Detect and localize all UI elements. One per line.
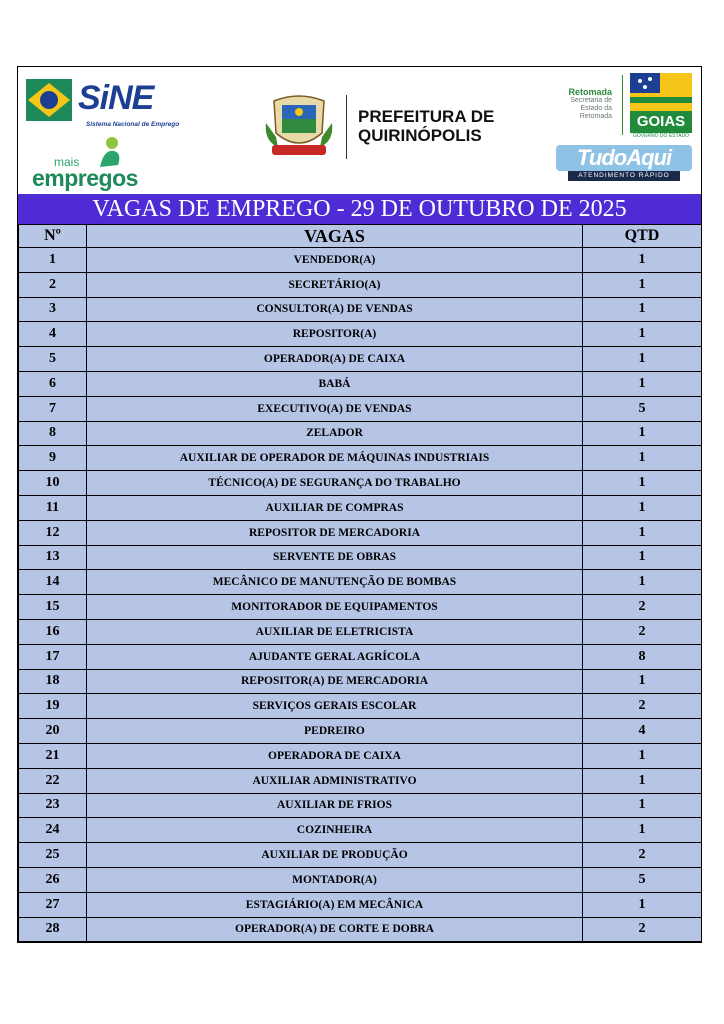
- row-qtd: 2: [583, 917, 702, 942]
- table-row: [19, 917, 702, 942]
- brazil-flag-icon: [26, 79, 72, 121]
- prefeitura-divider: [346, 95, 347, 159]
- row-vaga: MONTADOR(A): [87, 867, 583, 892]
- job-sheet: [17, 66, 702, 943]
- row-vaga: AUXILIAR DE COMPRAS: [87, 495, 583, 520]
- empregos-label: empregos: [32, 165, 138, 191]
- mais-empregos-logo: [32, 135, 172, 189]
- row-qtd: 1: [583, 892, 702, 917]
- goias-government: GOVERNO DO ESTADO: [632, 133, 690, 139]
- row-vaga: REPOSITOR(A): [87, 322, 583, 347]
- row-vaga: SERVENTE DE OBRAS: [87, 545, 583, 570]
- row-number: 1: [19, 248, 87, 273]
- table-row: [19, 570, 702, 595]
- row-number: 5: [19, 347, 87, 372]
- row-number: 18: [19, 669, 87, 694]
- row-vaga: ESTAGIÁRIO(A) EM MECÂNICA: [87, 892, 583, 917]
- vacancies-table: [18, 224, 702, 942]
- row-number: 12: [19, 520, 87, 545]
- table-row: [19, 719, 702, 744]
- row-number: 23: [19, 793, 87, 818]
- row-qtd: 4: [583, 719, 702, 744]
- row-qtd: 1: [583, 297, 702, 322]
- row-number: 20: [19, 719, 87, 744]
- table-row: [19, 297, 702, 322]
- table-row: [19, 743, 702, 768]
- row-vaga: EXECUTIVO(A) DE VENDAS: [87, 396, 583, 421]
- row-number: 26: [19, 867, 87, 892]
- row-qtd: 1: [583, 248, 702, 273]
- table-row: [19, 793, 702, 818]
- row-qtd: 1: [583, 793, 702, 818]
- row-qtd: 1: [583, 471, 702, 496]
- row-vaga: AUXILIAR DE ELETRICISTA: [87, 619, 583, 644]
- table-row: [19, 495, 702, 520]
- row-vaga: MECÂNICO DE MANUTENÇÃO DE BOMBAS: [87, 570, 583, 595]
- row-number: 11: [19, 495, 87, 520]
- table-row: [19, 619, 702, 644]
- row-qtd: 1: [583, 520, 702, 545]
- prefeitura-line2: QUIRINÓPOLIS: [358, 126, 482, 145]
- table-row: [19, 446, 702, 471]
- row-number: 7: [19, 396, 87, 421]
- row-vaga: MONITORADOR DE EQUIPAMENTOS: [87, 595, 583, 620]
- person-icon: [92, 135, 126, 169]
- sine-wordmark: SiNE: [78, 79, 154, 117]
- row-vaga: AJUDANTE GERAL AGRÍCOLA: [87, 644, 583, 669]
- row-vaga: AUXILIAR DE PRODUÇÃO: [87, 843, 583, 868]
- retomada-logo: [542, 87, 612, 121]
- row-vaga: PEDREIRO: [87, 719, 583, 744]
- header-qtd: QTD: [583, 225, 702, 248]
- row-vaga: SECRETÁRIO(A): [87, 272, 583, 297]
- table-row: [19, 396, 702, 421]
- row-vaga: TÉCNICO(A) DE SEGURANÇA DO TRABALHO: [87, 471, 583, 496]
- header-number: Nº: [19, 225, 87, 248]
- table-row: [19, 347, 702, 372]
- table-row: [19, 545, 702, 570]
- row-qtd: 1: [583, 347, 702, 372]
- table-row: [19, 248, 702, 273]
- retomada-sub1: Secretaria de: [570, 97, 612, 104]
- table-row: [19, 768, 702, 793]
- row-number: 4: [19, 322, 87, 347]
- row-qtd: 5: [583, 867, 702, 892]
- row-qtd: 1: [583, 743, 702, 768]
- page-title: VAGAS DE EMPREGO - 29 DE OUTUBRO DE 2025: [18, 194, 701, 224]
- row-qtd: 1: [583, 446, 702, 471]
- table-row: [19, 818, 702, 843]
- header-vagas: VAGAS: [87, 225, 583, 248]
- table-row: [19, 644, 702, 669]
- row-number: 2: [19, 272, 87, 297]
- table-row: [19, 595, 702, 620]
- row-qtd: 2: [583, 619, 702, 644]
- row-qtd: 8: [583, 644, 702, 669]
- row-qtd: 2: [583, 694, 702, 719]
- row-vaga: REPOSITOR(A) DE MERCADORIA: [87, 669, 583, 694]
- row-qtd: 1: [583, 570, 702, 595]
- row-qtd: 1: [583, 818, 702, 843]
- table-row: [19, 669, 702, 694]
- table-row: [19, 520, 702, 545]
- row-qtd: 1: [583, 545, 702, 570]
- row-number: 3: [19, 297, 87, 322]
- row-number: 6: [19, 371, 87, 396]
- goias-logo: [630, 73, 692, 139]
- table-row: [19, 322, 702, 347]
- table-body: [19, 248, 702, 942]
- table-row: [19, 421, 702, 446]
- row-number: 27: [19, 892, 87, 917]
- row-number: 13: [19, 545, 87, 570]
- row-vaga: OPERADOR(A) DE CORTE E DOBRA: [87, 917, 583, 942]
- row-vaga: COZINHEIRA: [87, 818, 583, 843]
- retomada-sub3: Retomada: [579, 113, 612, 120]
- retomada-sub2: Estado da: [580, 105, 612, 112]
- row-number: 10: [19, 471, 87, 496]
- row-number: 9: [19, 446, 87, 471]
- row-qtd: 2: [583, 843, 702, 868]
- retomada-title: Retomada: [568, 87, 612, 97]
- row-vaga: CONSULTOR(A) DE VENDAS: [87, 297, 583, 322]
- row-vaga: AUXILIAR ADMINISTRATIVO: [87, 768, 583, 793]
- row-number: 15: [19, 595, 87, 620]
- table-row: [19, 272, 702, 297]
- goias-flag-icon: [630, 73, 692, 111]
- row-number: 24: [19, 818, 87, 843]
- row-vaga: SERVIÇOS GERAIS ESCOLAR: [87, 694, 583, 719]
- table-row: [19, 471, 702, 496]
- row-qtd: 1: [583, 272, 702, 297]
- table-row: [19, 371, 702, 396]
- row-qtd: 1: [583, 669, 702, 694]
- sine-logo: [26, 77, 180, 137]
- row-qtd: 5: [583, 396, 702, 421]
- mais-label: mais: [54, 155, 80, 169]
- tudo-aqui-logo: [556, 145, 692, 183]
- row-vaga: ZELADOR: [87, 421, 583, 446]
- row-number: 19: [19, 694, 87, 719]
- row-qtd: 1: [583, 495, 702, 520]
- row-number: 16: [19, 619, 87, 644]
- row-number: 25: [19, 843, 87, 868]
- row-vaga: BABÁ: [87, 371, 583, 396]
- row-number: 17: [19, 644, 87, 669]
- retomada-divider: [622, 75, 623, 135]
- row-vaga: OPERADOR(A) DE CAIXA: [87, 347, 583, 372]
- row-number: 14: [19, 570, 87, 595]
- tudo-aqui-tagline: ATENDIMENTO RÁPIDO: [568, 171, 680, 181]
- table-row: [19, 867, 702, 892]
- prefeitura-name: [358, 107, 494, 145]
- goias-wordmark: GOIAS: [630, 111, 692, 133]
- city-crest-icon: [264, 93, 334, 161]
- row-number: 28: [19, 917, 87, 942]
- row-vaga: AUXILIAR DE OPERADOR DE MÁQUINAS INDUSTRIAIS: [87, 446, 583, 471]
- row-qtd: 2: [583, 595, 702, 620]
- row-vaga: REPOSITOR DE MERCADORIA: [87, 520, 583, 545]
- table-row: [19, 892, 702, 917]
- row-vaga: VENDEDOR(A): [87, 248, 583, 273]
- row-number: 21: [19, 743, 87, 768]
- table-header-row: [19, 225, 702, 248]
- row-qtd: 1: [583, 421, 702, 446]
- tudo-aqui-wordmark: TudoAqui: [556, 145, 692, 171]
- row-vaga: OPERADORA DE CAIXA: [87, 743, 583, 768]
- header: [18, 67, 701, 194]
- table-row: [19, 694, 702, 719]
- row-qtd: 1: [583, 768, 702, 793]
- table-row: [19, 843, 702, 868]
- row-qtd: 1: [583, 371, 702, 396]
- prefeitura-line1: PREFEITURA DE: [358, 107, 495, 126]
- row-number: 8: [19, 421, 87, 446]
- row-qtd: 1: [583, 322, 702, 347]
- row-vaga: AUXILIAR DE FRIOS: [87, 793, 583, 818]
- sine-subtitle: Sistema Nacional de Emprego: [86, 121, 180, 128]
- row-number: 22: [19, 768, 87, 793]
